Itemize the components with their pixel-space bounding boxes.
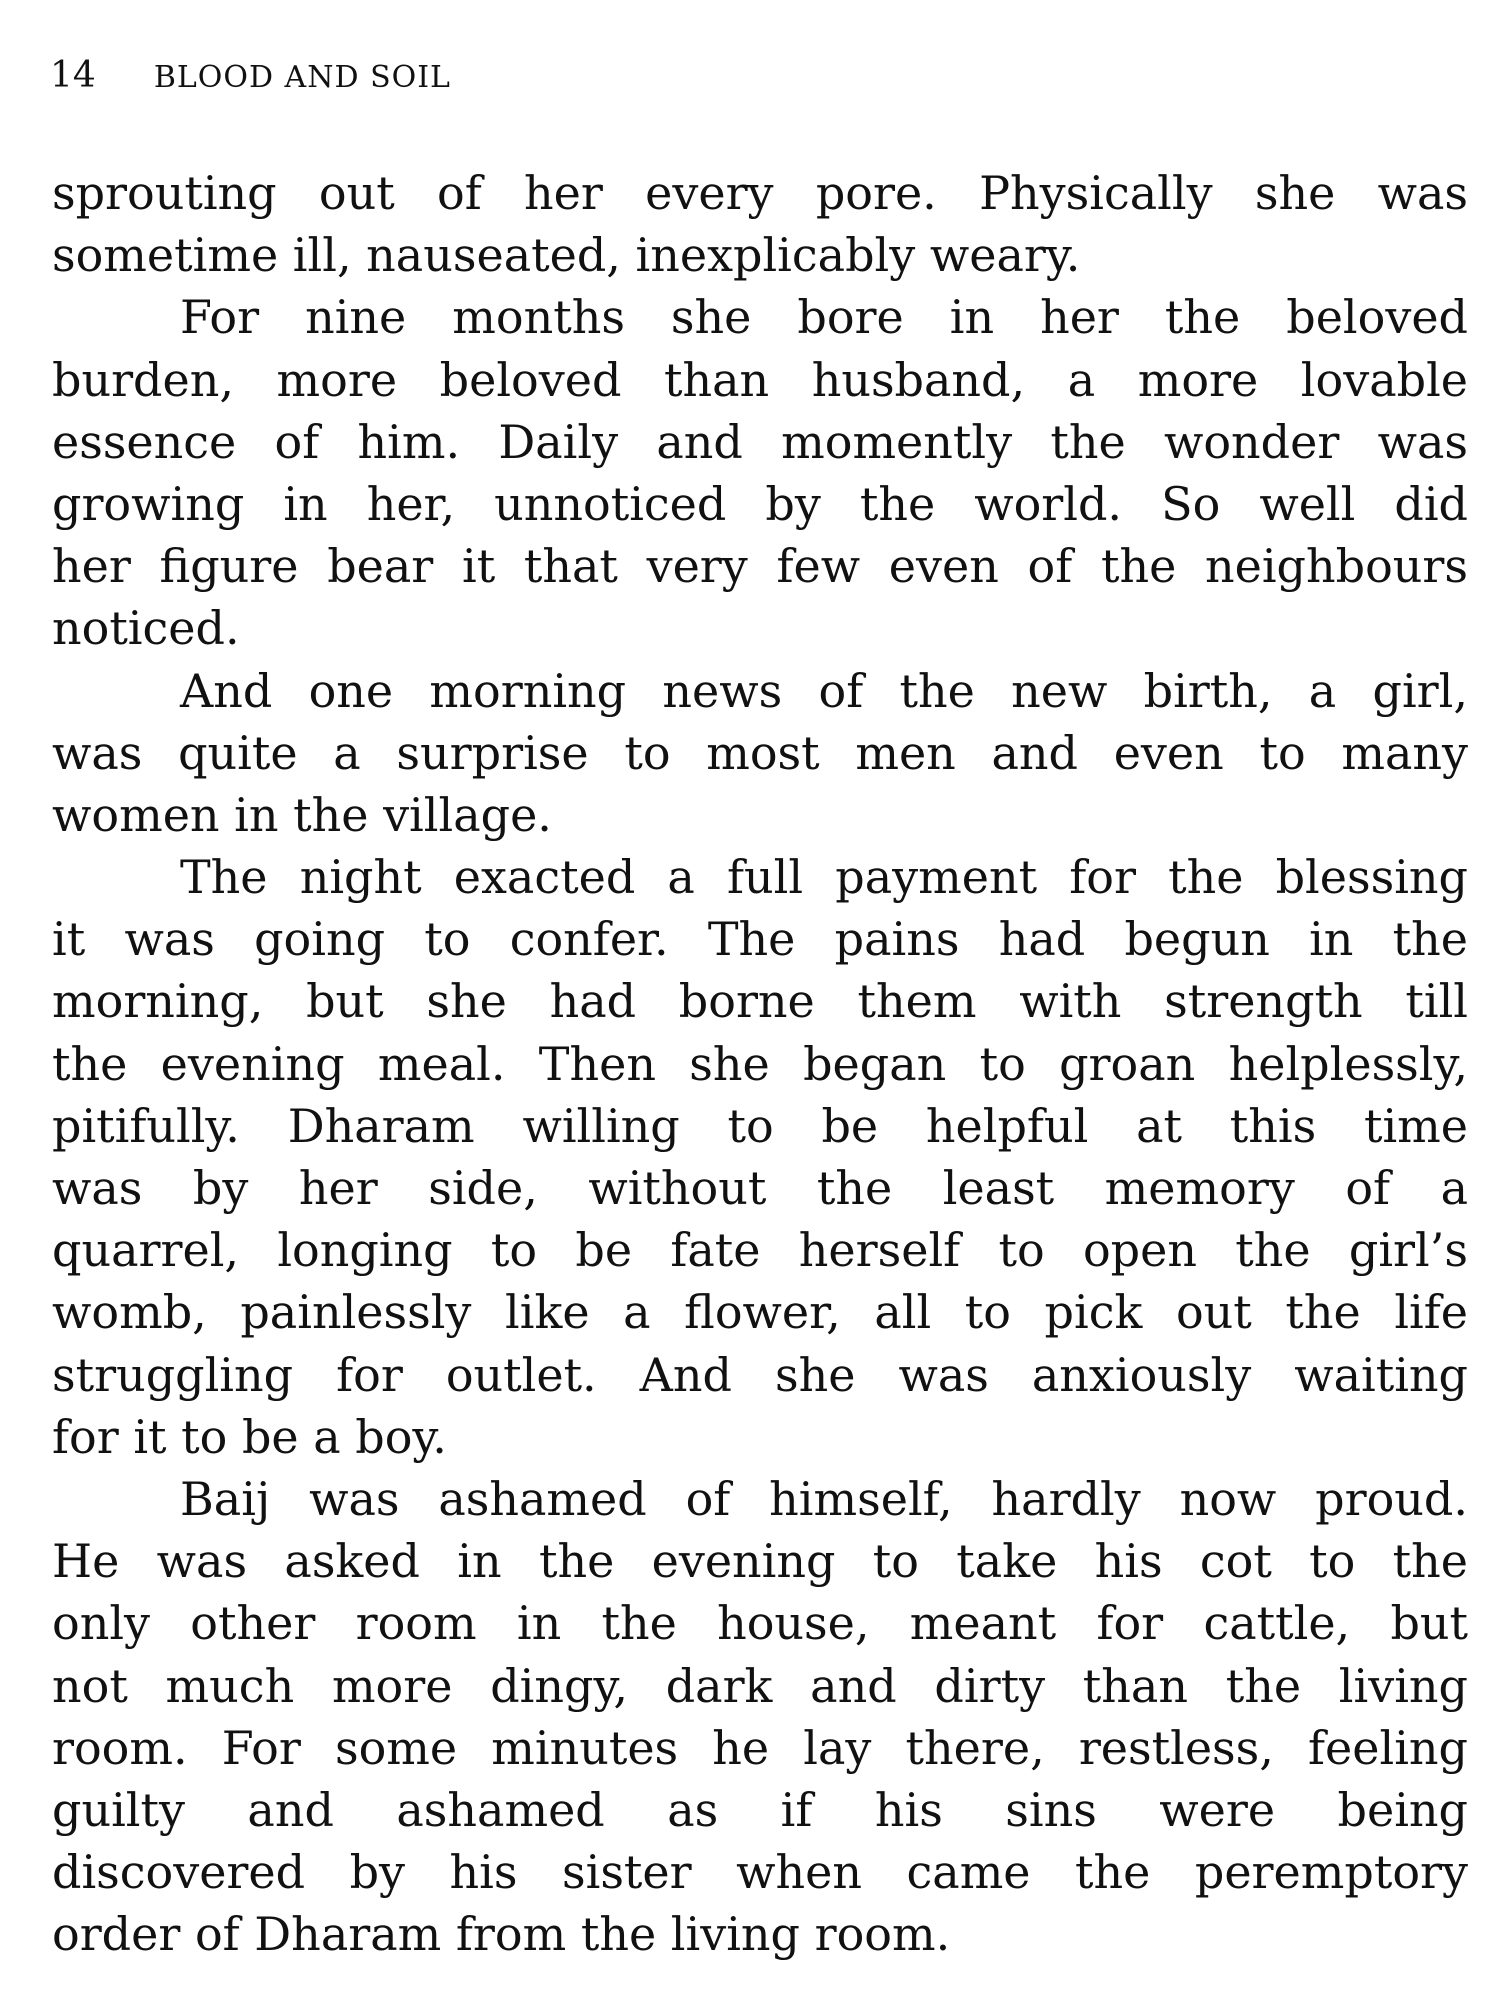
text-line: struggling for outlet. And she was anxiously waiting xyxy=(52,1347,1468,1402)
text-line: it was going to confer. The pains had begun in the xyxy=(52,912,1468,967)
text-line: only other room in the house, meant for cattle, but xyxy=(52,1596,1468,1651)
text-line: pitifully. Dharam willing to be helpful at this time xyxy=(52,1098,1468,1153)
text-line: was quite a surprise to most men and even to many xyxy=(52,725,1468,780)
text-line: He was asked in the evening to take his cot to the xyxy=(52,1534,1468,1589)
text-line: For nine months she bore in her the beloved xyxy=(180,290,1468,345)
page-header xyxy=(50,55,451,96)
text-line: room. For some minutes he lay there, restless, feeling xyxy=(52,1720,1468,1775)
text-line: her figure bear it that very few even of the neighbours xyxy=(52,539,1468,594)
page-number: 14 xyxy=(50,55,96,96)
text-line: burden, more beloved than husband, a more lovable xyxy=(52,352,1468,407)
text-line: morning, but she had borne them with strength till xyxy=(52,974,1468,1029)
text-line: The night exacted a full payment for the blessing xyxy=(180,850,1468,905)
text-line: for it to be a boy. xyxy=(52,1409,447,1464)
text-line: noticed. xyxy=(52,601,240,656)
text-line: Baij was ashamed of himself, hardly now proud. xyxy=(180,1471,1468,1526)
text-line: sprouting out of her every pore. Physically she was xyxy=(52,166,1468,220)
text-line: order of Dharam from the living room. xyxy=(52,1907,951,1962)
text-line: growing in her, unnoticed by the world. So well did xyxy=(52,476,1468,531)
text-line: discovered by his sister when came the peremptory xyxy=(52,1845,1468,1900)
text-line: And one morning news of the new birth, a girl, xyxy=(180,663,1468,718)
text-line: essence of him. Daily and momently the wonder was xyxy=(52,414,1468,469)
running-title: BLOOD AND SOIL xyxy=(153,60,451,95)
text-line: sometime ill, nauseated, inexplicably weary. xyxy=(52,228,1081,283)
text-line: the evening meal. Then she began to groan helplessly, xyxy=(52,1036,1468,1091)
text-line: women in the village. xyxy=(52,787,552,842)
text-line: not much more dingy, dark and dirty than the living xyxy=(52,1658,1468,1713)
text-line: quarrel, longing to be fate herself to open the girl’s xyxy=(52,1223,1468,1278)
text-line: guilty and ashamed as if his sins were being xyxy=(52,1782,1468,1837)
text-line: was by her side, without the least memory of a xyxy=(52,1161,1468,1215)
text-line: womb, painlessly like a flower, all to pick out the life xyxy=(52,1285,1468,1340)
body-text xyxy=(52,162,1468,1965)
